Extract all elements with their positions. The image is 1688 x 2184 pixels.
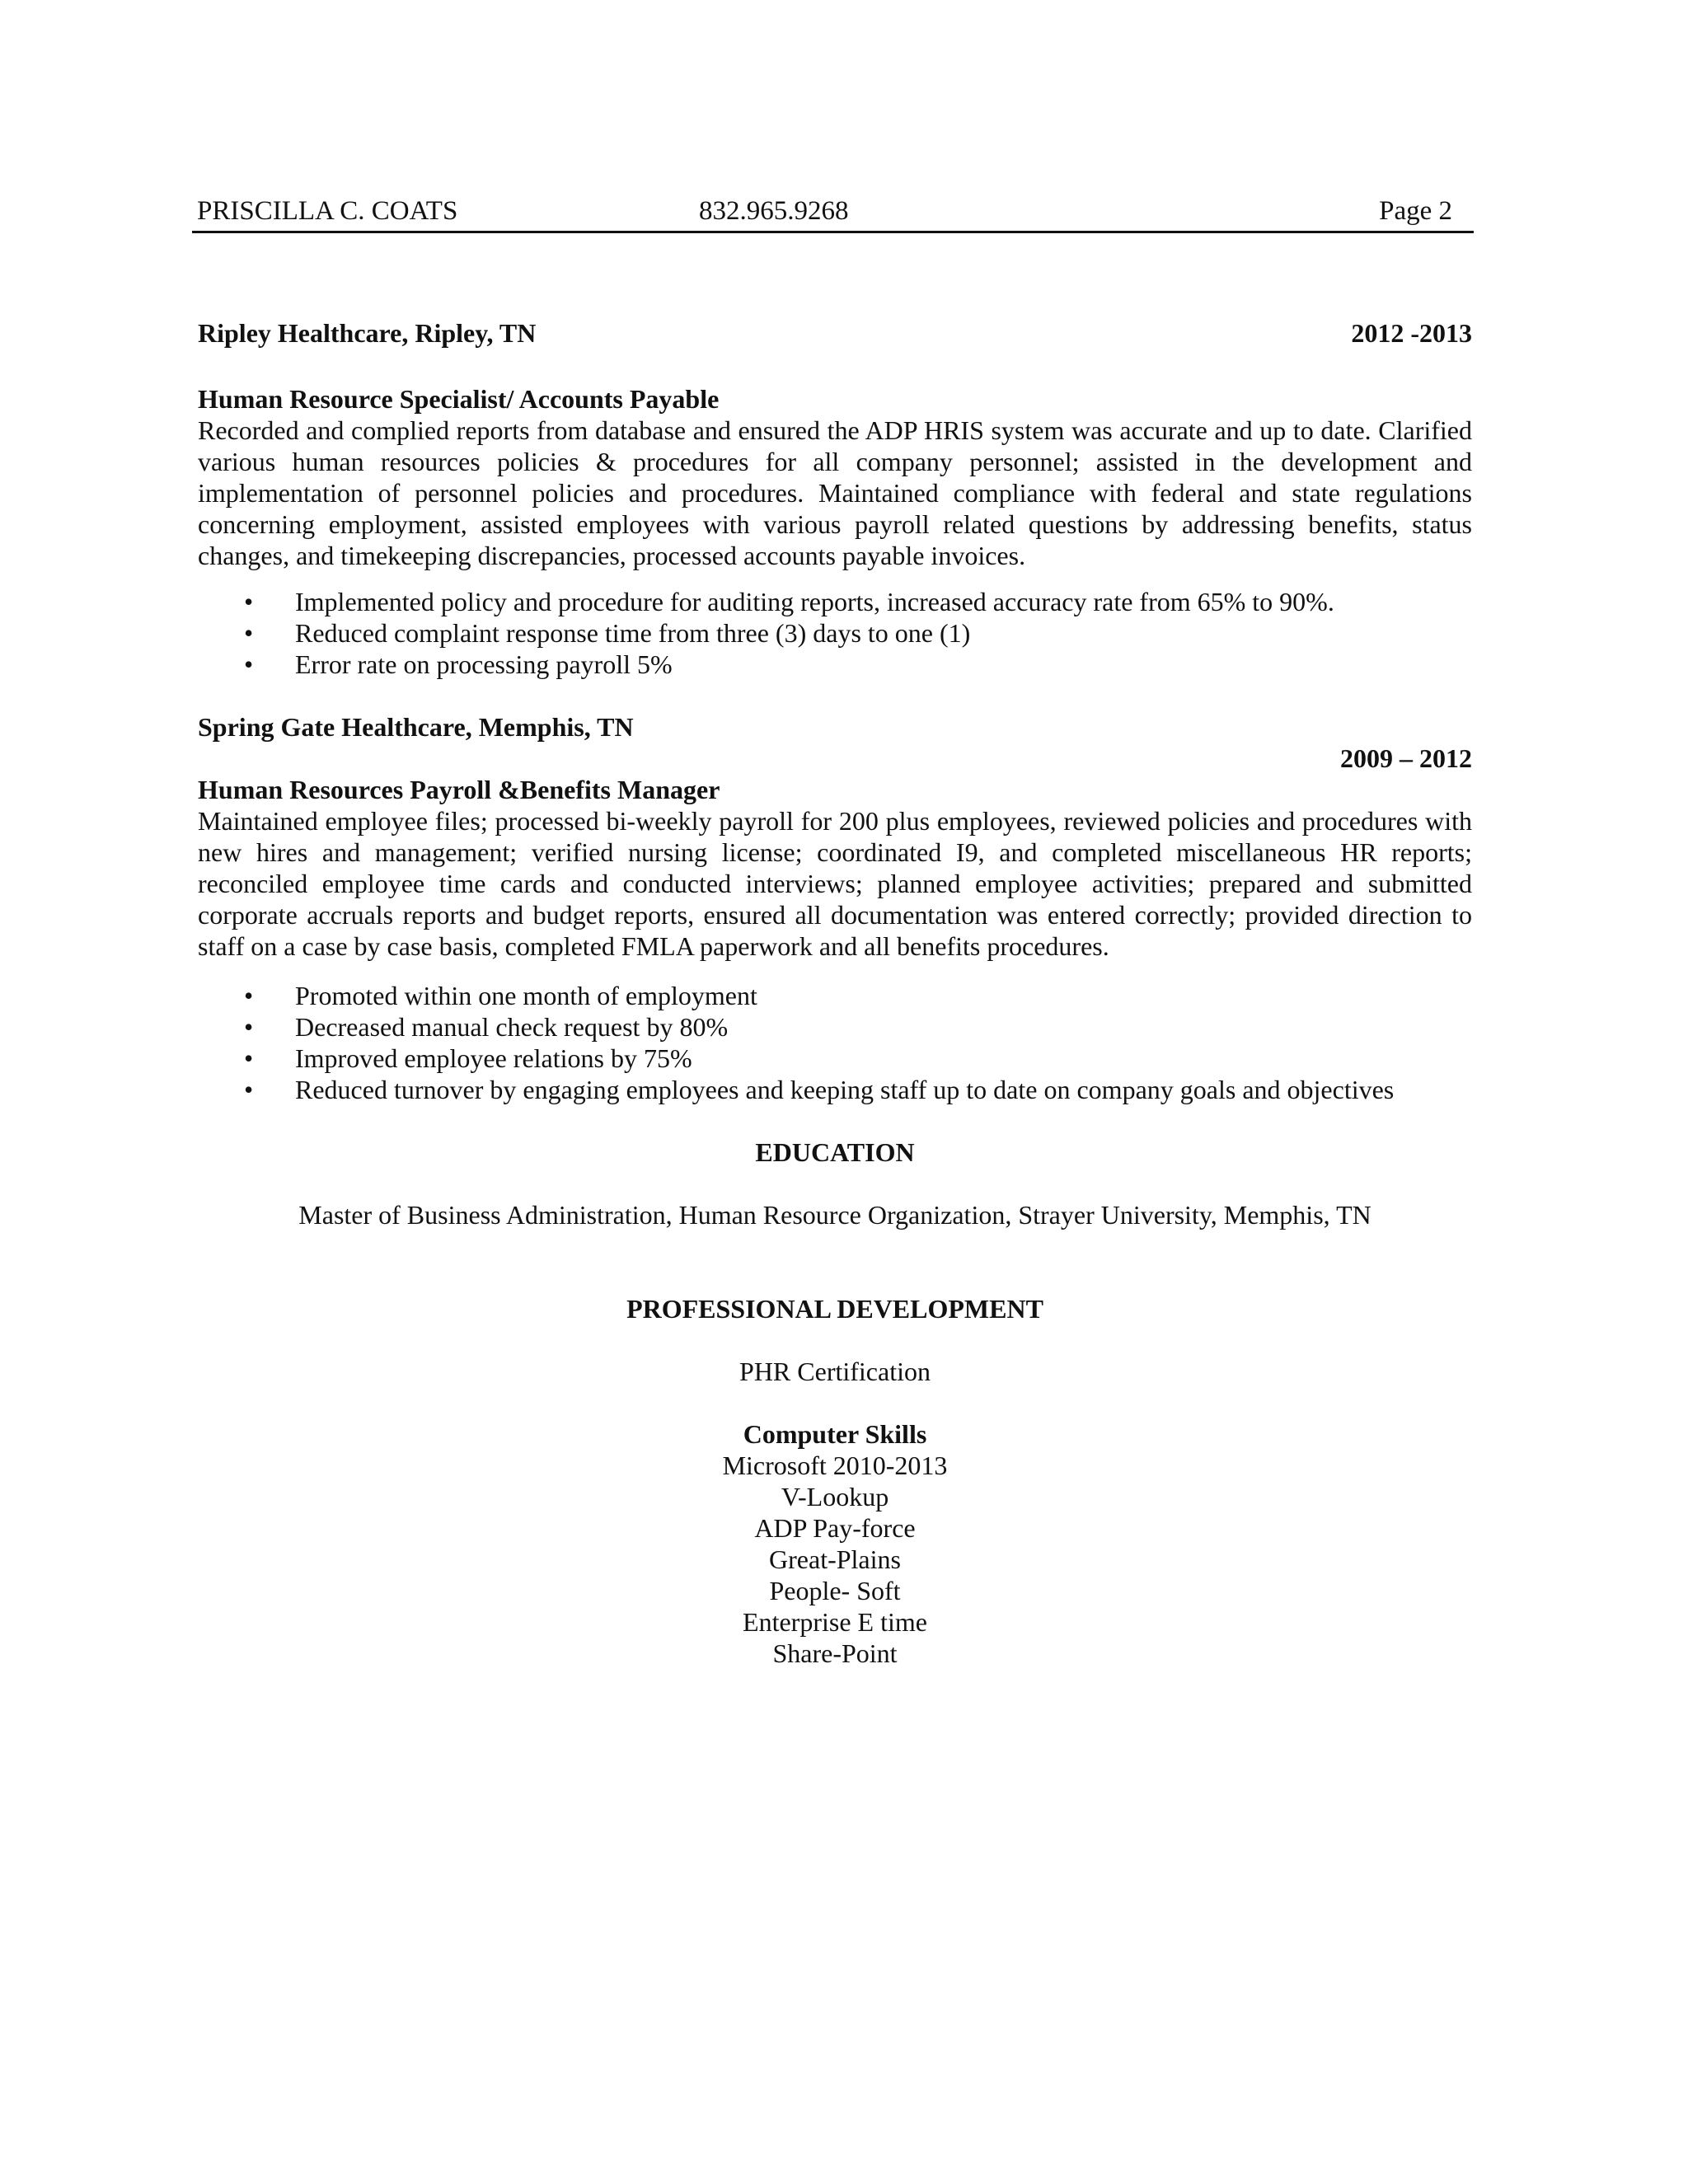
- job-employer: Spring Gate Healthcare, Memphis, TN: [198, 712, 634, 742]
- education-heading: EDUCATION: [755, 1137, 915, 1167]
- job-dates: 2012 -2013: [1351, 318, 1472, 348]
- education-degree: Master of Business Administration, Human Resource Organization, Strayer University, Memphis, TN: [298, 1200, 1372, 1230]
- bullet-icon: •: [244, 618, 254, 648]
- list-item: • Improved employee relations by 75%: [244, 1043, 692, 1073]
- job-entry-ripley: [198, 317, 1472, 680]
- bullet-icon: •: [244, 587, 254, 616]
- page-header: [192, 196, 1474, 233]
- education-section: [198, 1137, 1472, 1230]
- list-item: • Reduced turnover by engaging employees and keeping staff up to date on company goals and objectives: [244, 1075, 1395, 1104]
- skill-item: Enterprise E time: [743, 1607, 927, 1637]
- list-item: • Decreased manual check request by 80%: [244, 1012, 729, 1042]
- certification: PHR Certification: [739, 1357, 931, 1386]
- bullet-icon: •: [244, 981, 254, 1010]
- job-title: Human Resource Specialist/ Accounts Payable: [198, 384, 720, 414]
- job-dates: 2009 – 2012: [1340, 743, 1472, 773]
- job-entry-spring-gate: [198, 711, 1472, 1105]
- skill-item: Microsoft 2010-2013: [722, 1451, 948, 1480]
- list-item: • Promoted within one month of employment: [244, 981, 757, 1010]
- bullet-icon: •: [244, 1012, 254, 1042]
- skill-item: Great-Plains: [769, 1544, 901, 1574]
- bullet-icon: •: [244, 1043, 254, 1073]
- job-heading-row: [198, 317, 1472, 349]
- list-item: • Implemented policy and procedure for auditing reports, increased accuracy rate from 65% to 90%.: [244, 587, 1334, 616]
- computer-skills-list: [198, 1450, 1472, 1669]
- header-page-number: Page 2: [1379, 196, 1452, 226]
- job-description: Recorded and complied reports from database and ensured the ADP HRIS system was accurate and up to date. Clarified various human resources policies & procedures for all company personnel; assisted in the development and implementation of personnel policies and procedures. Maintained compliance with federal and state regulations concerning employment, assisted employees with various payroll related questions by addressing benefits, status changes, and timekeeping discrepancies, processed accounts payable invoices.: [198, 415, 1472, 570]
- resume-content: [198, 317, 1472, 1669]
- job-bullets: [198, 980, 1472, 1105]
- job-title: Human Resources Payroll &Benefits Manager: [198, 775, 720, 804]
- skill-item: Share-Point: [772, 1638, 898, 1668]
- professional-development-section: [198, 1293, 1472, 1669]
- header-phone: 832.965.9268: [699, 196, 849, 226]
- list-item: • Reduced complaint response time from three (3) days to one (1): [244, 618, 971, 648]
- bullet-icon: •: [244, 649, 254, 679]
- skill-item: People- Soft: [769, 1576, 901, 1605]
- skill-item: V-Lookup: [781, 1482, 889, 1511]
- professional-development-heading: PROFESSIONAL DEVELOPMENT: [626, 1294, 1043, 1324]
- computer-skills-heading: Computer Skills: [743, 1419, 927, 1449]
- job-bullets: [198, 586, 1472, 680]
- bullet-icon: •: [244, 1075, 254, 1104]
- list-item: • Error rate on processing payroll 5%: [244, 649, 673, 679]
- job-employer: Ripley Healthcare, Ripley, TN: [198, 318, 537, 348]
- skill-item: ADP Pay-force: [754, 1513, 916, 1543]
- header-name: PRISCILLA C. COATS: [197, 196, 458, 226]
- job-description: Maintained employee files; processed bi-weekly payroll for 200 plus employees, reviewed policies and procedures with new hires and management; verified nursing license; coordinated I9, and completed miscellaneous HR reports; reconciled employee time cards and conducted interviews; planned employee activities; prepared and submitted corporate accruals reports and budget reports, ensured all documentation was entered correctly; provided direction to staff on a case by case basis, completed FMLA paperwork and all benefits procedures.: [198, 806, 1472, 961]
